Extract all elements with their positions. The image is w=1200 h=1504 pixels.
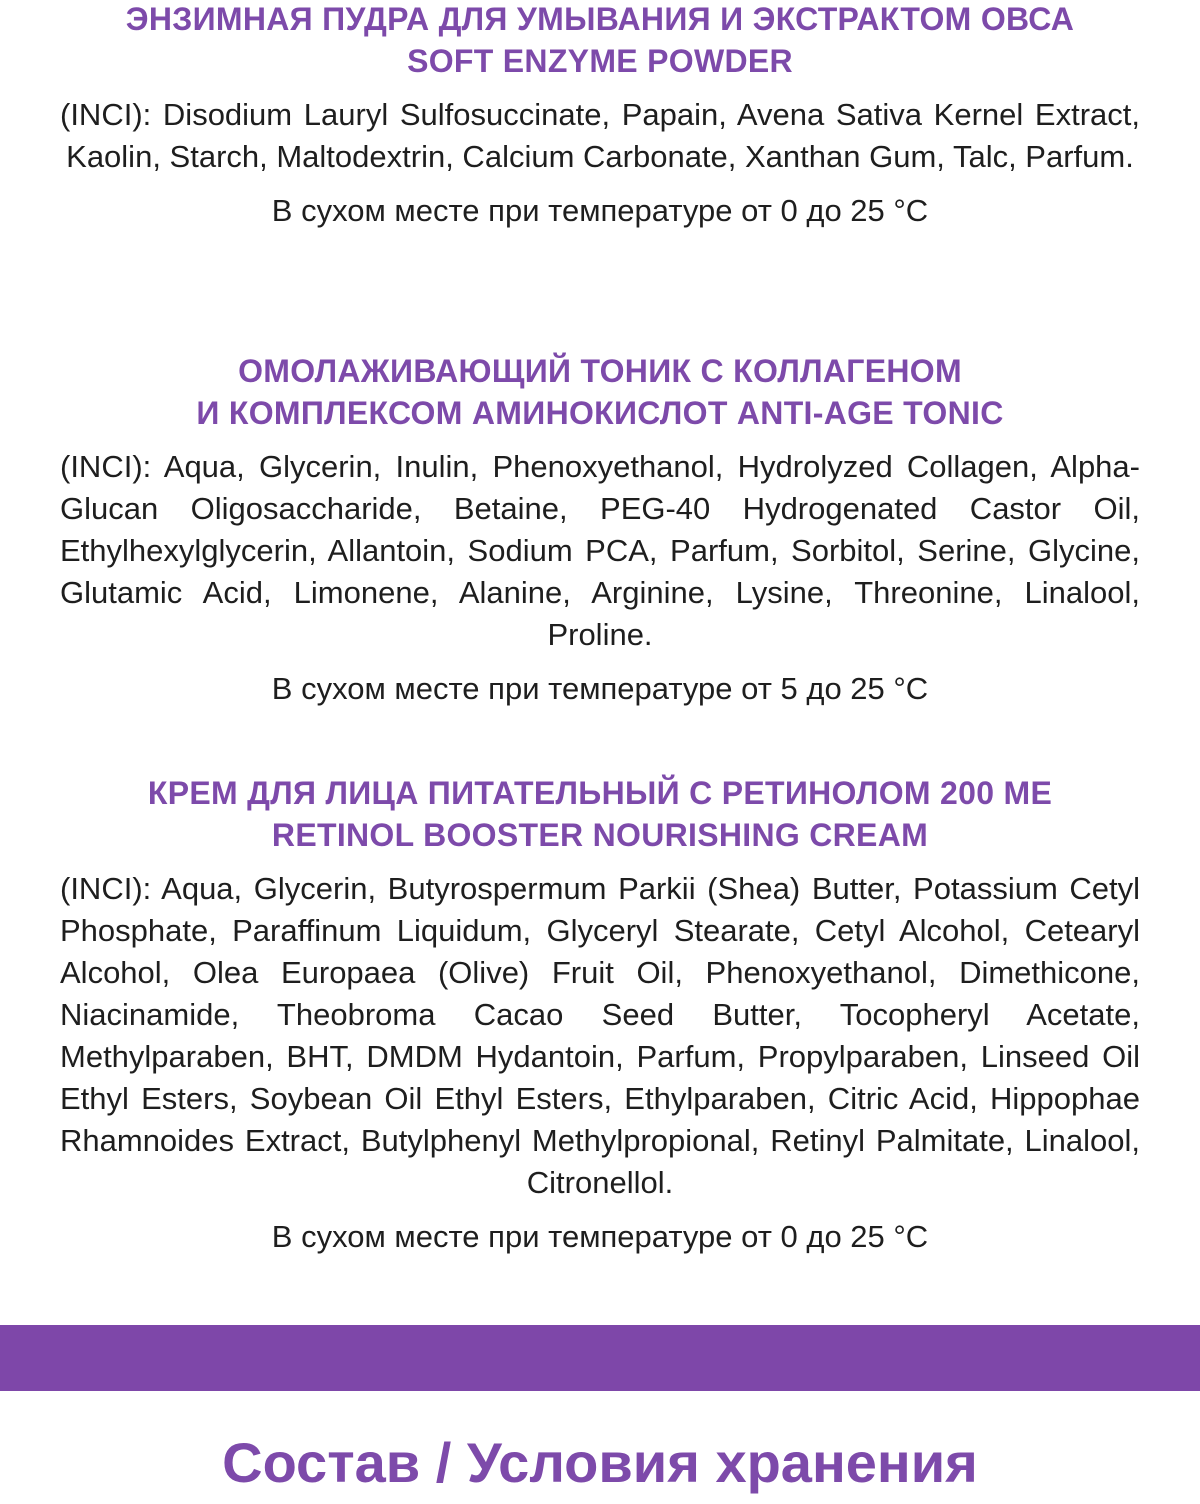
product-section-anti-age-tonic [60, 350, 1140, 710]
product-title-line1: ОМОЛАЖИВАЮЩИЙ ТОНИК С КОЛЛАГЕНОМ [238, 353, 962, 389]
inci-ingredients: (INCI): Aqua, Glycerin, Butyrospermum Parkii (Shea) Butter, Potassium Cetyl Phosphate, Paraffinum Liquidum, Glyceryl Stearate, Cetyl Alcohol, Cetearyl Alcohol, Olea Europaea (Olive) Fruit Oil, Phenoxyethanol, Dimethicone, Niacinamide, Theobroma Cacao Seed Butter, Tocopheryl Acetate, Methylparaben, BHT, DMDM Hydantoin, Parfum, Propylparaben, Linseed Oil Ethyl Esters, Soybean Oil Ethyl Esters, Ethylparaben, Citric Acid, Hippophae Rhamnoides Extract, Butylphenyl Methylpropional, Retinyl Palmitate, Linalool, Citronellol. [60, 871, 1140, 1200]
product-title-line2: RETINOL BOOSTER NOURISHING CREAM [271, 817, 929, 853]
purple-divider-band [0, 1325, 1200, 1391]
inci-ingredients: (INCI): Disodium Lauryl Sulfosuccinate, Papain, Avena Sativa Kernel Extract, Kaolin, Starch, Maltodextrin, Calcium Carbonate, Xanthan Gum, Talc, Parfum. [60, 97, 1140, 174]
product-title-line2: И КОМПЛЕКСОМ АМИНОКИСЛОТ ANTI-AGE TONIC [196, 395, 1004, 431]
product-section-enzyme-powder [60, 0, 1140, 232]
product-title [60, 0, 1140, 82]
product-section-retinol-cream [60, 772, 1140, 1258]
product-title [60, 772, 1140, 856]
storage-conditions: В сухом месте при температуре от 5 до 25 °С [271, 671, 929, 706]
product-title-line2: SOFT ENZYME POWDER [407, 43, 793, 79]
inci-ingredients: (INCI): Aqua, Glycerin, Inulin, Phenoxyethanol, Hydrolyzed Collagen, Alpha-Glucan Oligosaccharide, Betaine, PEG-40 Hydrogenated Castor Oil, Ethylhexylglycerin, Allantoin, Sodium PCA, Parfum, Sorbitol, Serine, Glycine, Glutamic Acid, Limonene, Alanine, Arginine, Lysine, Threonine, Linalool, Proline. [60, 449, 1140, 652]
product-title [60, 350, 1140, 434]
product-title-line1: ЭНЗИМНАЯ ПУДРА ДЛЯ УМЫВАНИЯ И ЭКСТРАКТОМ ОВСА [125, 1, 1075, 37]
footer-title: Состав / Условия хранения [222, 1431, 978, 1494]
storage-conditions: В сухом месте при температуре от 0 до 25 °С [271, 1219, 929, 1254]
storage-conditions: В сухом месте при температуре от 0 до 25 °С [271, 193, 929, 228]
product-title-line1: КРЕМ ДЛЯ ЛИЦА ПИТАТЕЛЬНЫЙ С РЕТИНОЛОМ 200 МЕ [147, 775, 1053, 811]
